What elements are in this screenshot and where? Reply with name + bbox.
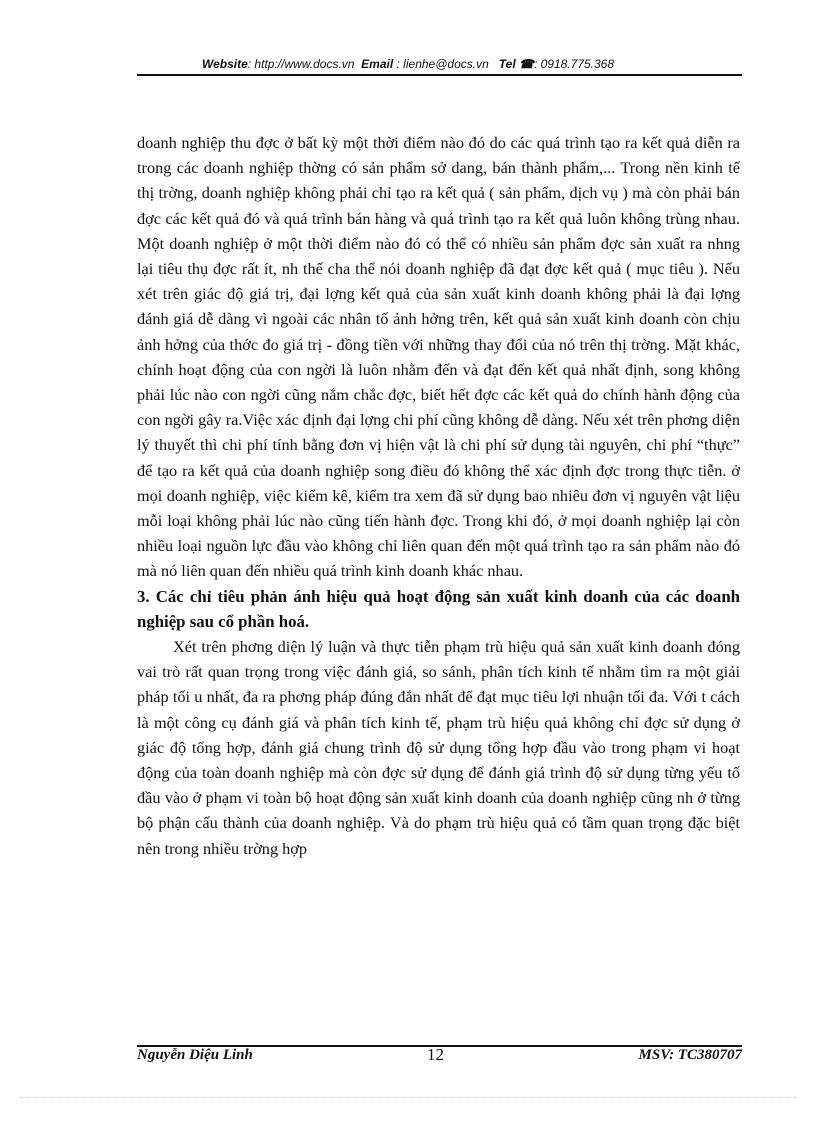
page-body bbox=[137, 130, 740, 861]
email-value[interactable]: : lienhe@docs.vn bbox=[396, 57, 489, 71]
email-label: Email bbox=[361, 57, 394, 71]
student-id: MSV: TC380707 bbox=[638, 1047, 742, 1063]
body-paragraph-1: doanh nghiệp thu đợc ở bất kỳ một thời điểm nào đó do các quá trình tạo ra kết quả diễn ra trong các doanh nghiệp thờng có sản phẩm sở dang, bán thành phẩm,... Trong nền kinh tế thị trờng, doanh nghiệp không phải chỉ tạo ra kết quả ( sản phẩm, dịch vụ ) mà còn phải bán đợc các kết quả đó và quá trình bán hàng và quá trình tạo ra kết quả luôn không trùng nhau. Một doanh nghiệp ở một thời điểm nào đó có thể có nhiều sản phẩm đợc sản xuất ra nhng lại tiêu thụ đợc rất ít, nh thế cha thể nói doanh nghiệp đã đạt đợc kết quả ( mục tiêu ). Nếu xét trên giác độ giá trị, đại lợng kết quả của sản xuất kinh doanh không phải là đại lợng đánh giá dễ dàng vì ngoài các nhân tố ảnh hởng trên, kết quả sản xuất kinh doanh còn chịu ảnh hởng của thớc đo giá trị - đồng tiền với những thay đổi của nó trên thị trờng. Mặt khác, chính hoạt động của con ngời là luôn nhằm đến và đạt đến kết quả nhất định, song không phải lúc nào con ngời cũng nắm chắc đợc, biết hết đợc các kết quả do chính hành động của con ngời gây ra.Việc xác định đại lợng chi phí cũng không dễ dàng. Nếu xét trên phơng diện lý thuyết thì chi phí tính bằng đơn vị hiện vật là chi phí sử dụng tài nguyên, chi phí “thực” để tạo ra kết quả của doanh nghiệp song điều đó không thể xác định đợc trong thực tiễn. ở mọi doanh nghiệp, việc kiểm kê, kiểm tra xem đã sử dụng bao nhiêu đơn vị nguyên vật liệu mỗi loại không phải lúc nào cũng tiến hành đợc. Trong khi đó, ở mọi doanh nghiệp lại còn nhiều loại nguồn lực đầu vào không chỉ liên quan đến một quá trình tạo ra sản phẩm nào đó mà nó liên quan đến nhiều quá trình kinh doanh khác nhau. bbox=[137, 133, 740, 581]
website-label: Website bbox=[201, 57, 248, 71]
header-divider bbox=[137, 74, 742, 76]
website-value[interactable]: : http://www.docs.vn bbox=[247, 57, 355, 71]
page-break-line bbox=[20, 1097, 796, 1098]
page-number: 12 bbox=[427, 1045, 444, 1064]
tel-label: Tel ☎ bbox=[498, 57, 534, 71]
author-name: Nguyễn Diệu Linh bbox=[137, 1047, 253, 1063]
section-heading: 3. Các chỉ tiêu phản ánh hiệu quả hoạt động sản xuất kinh doanh của các doanh nghiệp sau cổ phần hoá. bbox=[137, 586, 740, 631]
page-header bbox=[0, 57, 816, 71]
tel-value: : 0918.775.368 bbox=[533, 57, 615, 71]
body-paragraph-2: Xét trên phơng diện lý luận và thực tiễn phạm trù hiệu quả sản xuất kinh doanh đóng vai trò rất quan trọng trong việc đánh giá, so sánh, phân tích kinh tế nhằm tìm ra một giải pháp tối u nhất, đa ra phơng pháp đúng đắn nhất để đạt mục tiêu lợi nhuận tối đa. Với t cách là một công cụ đánh giá và phân tích kinh tế, phạm trù hiệu quả không chỉ đợc sử dụng ở giác độ tổng hợp, đánh giá chung trình độ sử dụng tổng hợp đầu vào trong phạm vi hoạt động của toàn doanh nghiệp mà còn đợc sử dụng để đánh giá trình độ sử dụng từng yếu tố đầu vào ở phạm vi toàn bộ hoạt động sản xuất kinh doanh của doanh nghiệp cũng nh ở từng bộ phận cấu thành của doanh nghiệp. Và do phạm trù hiệu quả có tầm quan trọng đặc biệt nên trong nhiều trờng hợp bbox=[137, 637, 740, 858]
